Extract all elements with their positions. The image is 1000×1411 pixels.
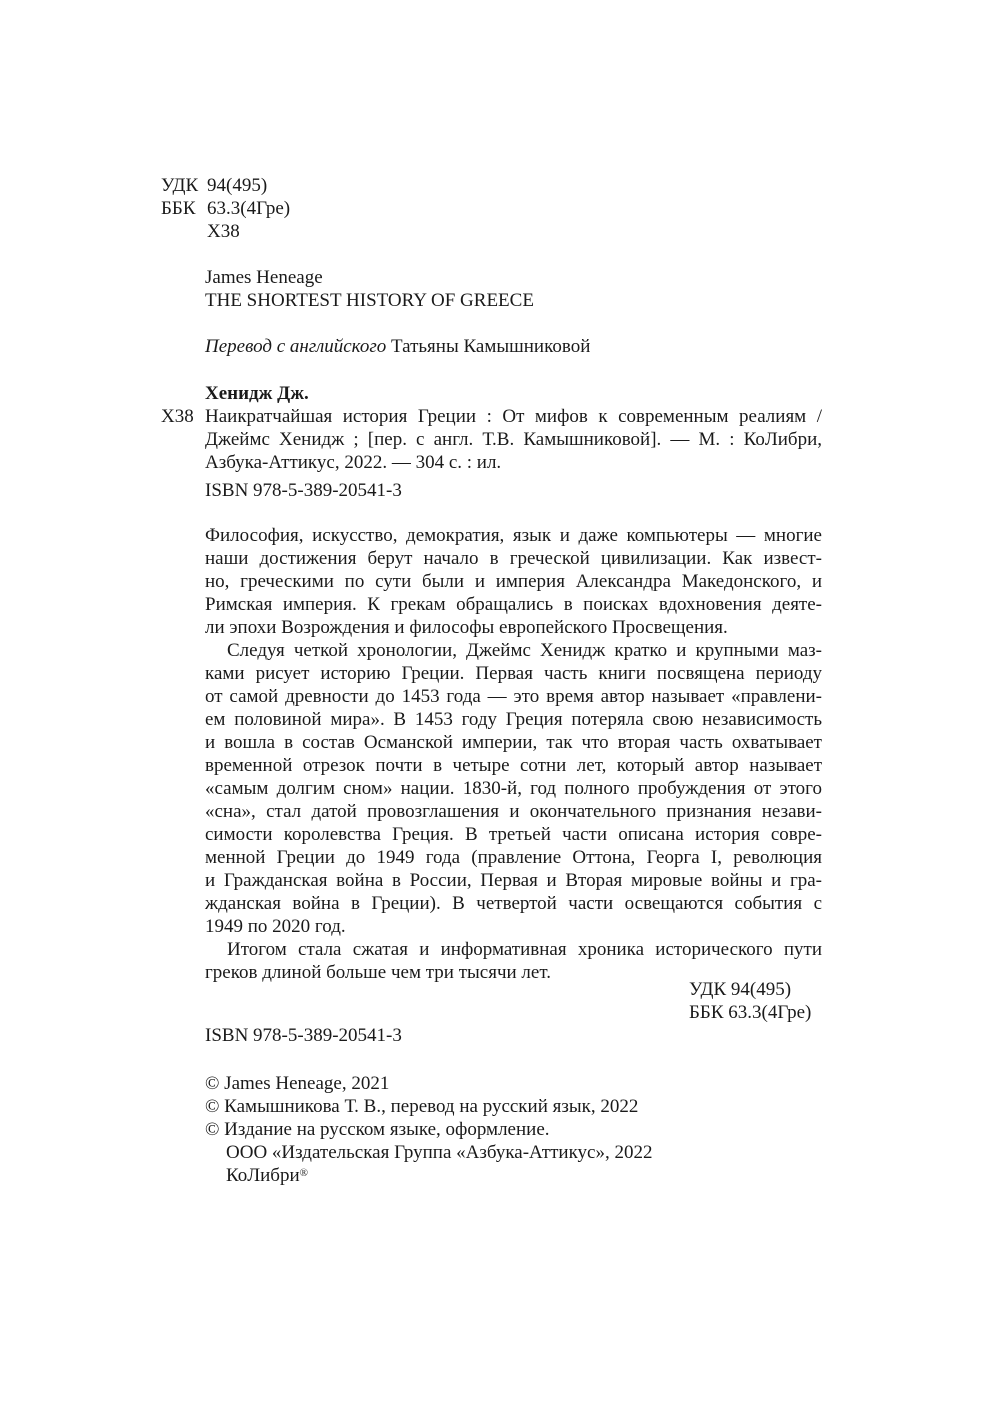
bibliographic-line: Наикратчайшая история Греции : От мифов к современным реалиям / — [205, 406, 822, 427]
original-title: THE SHORTEST HISTORY OF GREECE — [205, 290, 534, 311]
original-edition — [205, 266, 534, 312]
annotation-line: наши достижения берут начало в греческой цивилизации. Как извест- — [205, 548, 822, 569]
copyright-author: © James Heneage, 2021 — [205, 1073, 390, 1094]
annotation-line: но, греческими по сути были и империя Александра Македонского, и — [205, 571, 822, 592]
annotation-line: ем половиной мира». В 1453 году Греция потеряла свою независимость — [205, 709, 822, 730]
imprint-name: КоЛибри — [226, 1165, 300, 1186]
copyright-imprint — [205, 1164, 652, 1187]
annotation-line: жданская война в Греции). В четвертой части освещаются события с — [205, 893, 822, 914]
bibliographic-description — [205, 405, 822, 474]
udk-value: 94(495) — [207, 175, 268, 196]
isbn-bottom: ISBN 978-5-389-20541-3 — [205, 1025, 402, 1046]
annotation-line: 1949 по 2020 год. — [205, 916, 346, 937]
annotation-line: Следуя четкой хронологии, Джеймс Хенидж кратко и крупными маз- — [227, 640, 822, 661]
copyright-block — [205, 1072, 652, 1187]
annotation-line: и вошла в состав Османской империи, так что вторая часть охватывает — [205, 732, 822, 753]
annotation-line: менной Греции до 1949 года (правление Оттона, Георга I, революция — [205, 847, 822, 868]
copyright-translation: © Камышникова Т. В., перевод на русский язык, 2022 — [205, 1096, 639, 1117]
annotation-line: ли эпохи Возрождения и философы европейского Просвещения. — [205, 617, 728, 638]
classification-codes — [161, 174, 290, 243]
annotation-line: «самым долгим сном» нации. 1830-й, год полного пробуждения от этого — [205, 778, 822, 799]
author-mark: Х38 — [207, 221, 240, 242]
annotation-line: Римская империя. К грекам обращались в поисках вдохновения деяте- — [205, 594, 822, 615]
bbk-label: ББК — [161, 198, 196, 219]
annotation-line: ками рисует историю Греции. Первая часть книги посвящена периоду — [205, 663, 822, 684]
annotation-line: греков длиной больше чем три тысячи лет. — [205, 962, 551, 983]
bibliographic-author-mark: Х38 — [161, 406, 194, 427]
translation-prefix: Перевод с английского — [205, 336, 387, 357]
registered-mark: ® — [299, 1167, 308, 1179]
annotation-line: Философия, искусство, демократия, язык и даже компьютеры — многие — [205, 525, 822, 546]
copyright-edition: © Издание на русском языке, оформление. — [205, 1119, 550, 1140]
udk-label: УДК — [161, 175, 199, 196]
annotation-line: и Гражданская война в России, Первая и Вторая мировые войны и гра- — [205, 870, 822, 891]
bibliographic-line: Джеймс Хенидж ; [пер. с англ. Т.В. Камышниковой]. — М. : КоЛибри, — [205, 429, 822, 450]
copyright-publisher: ООО «Издательская Группа «Азбука-Аттикус», 2022 — [226, 1142, 653, 1163]
udk-code-bottom: УДК 94(495) — [689, 979, 792, 1000]
translator-name: Татьяны Камышниковой — [391, 336, 591, 357]
right-classification-codes — [689, 978, 811, 1024]
author-heading: Хенидж Дж. — [205, 383, 309, 404]
annotation-line: от самой древности до 1453 года — это время автор называет «правлени- — [205, 686, 822, 707]
bbk-value: 63.3(4Гре) — [207, 198, 291, 219]
annotation — [205, 524, 822, 984]
original-author: James Heneage — [205, 267, 323, 288]
annotation-line: временной отрезок почти в четыре сотни лет, который автор называет — [205, 755, 822, 776]
isbn-top: ISBN 978-5-389-20541-3 — [205, 480, 402, 501]
translation-credit — [205, 335, 590, 358]
annotation-line: Итогом стала сжатая и информативная хроника исторического пути — [227, 939, 822, 960]
annotation-line: симости королевства Греция. В третьей части описана история совре- — [205, 824, 822, 845]
bbk-code-bottom: ББК 63.3(4Гре) — [689, 1002, 812, 1023]
annotation-line: «сна», стал датой провозглашения и окончательного признания незави- — [205, 801, 822, 822]
bibliographic-line: Азбука-Аттикус, 2022. — 304 с. : ил. — [205, 452, 502, 473]
